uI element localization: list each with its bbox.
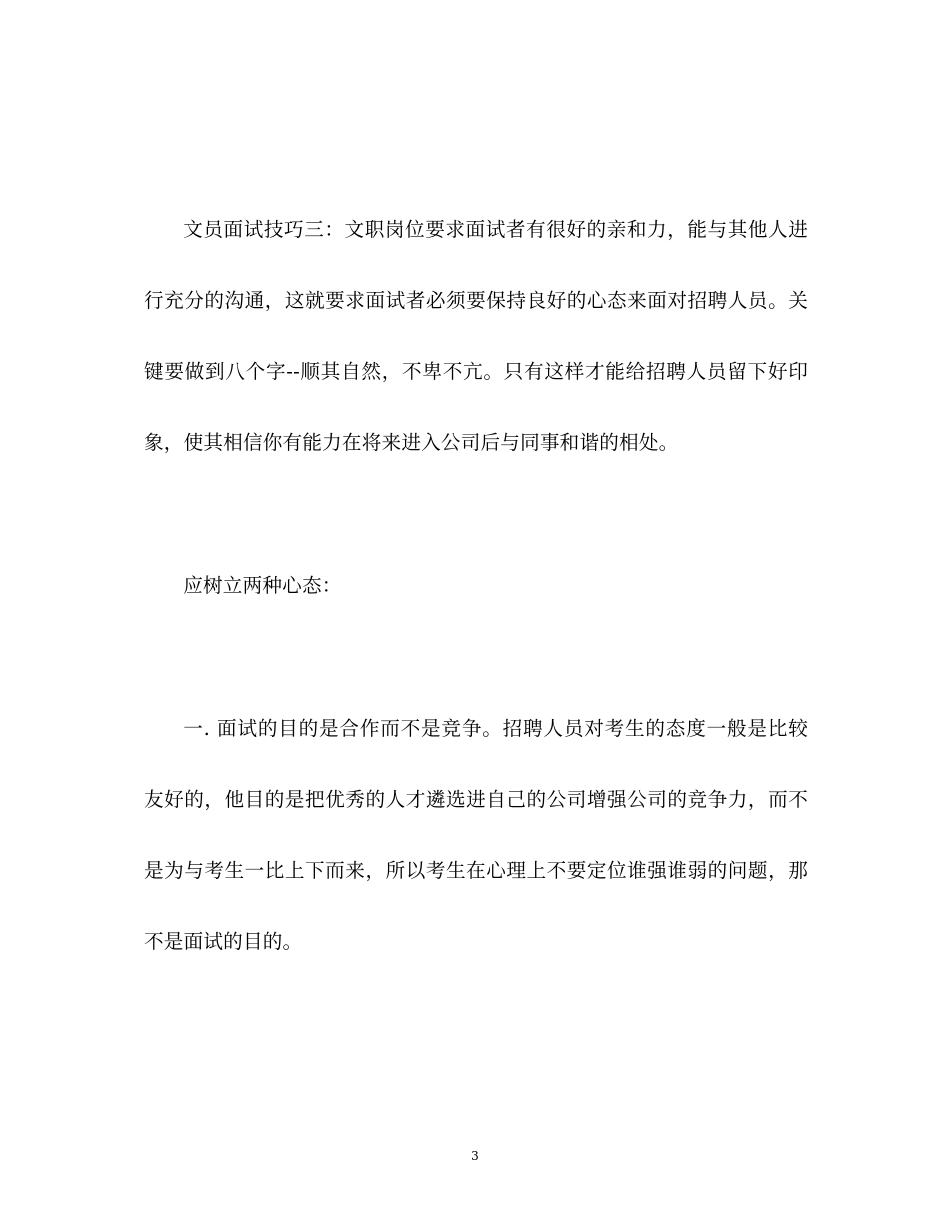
document-body: [144, 194, 808, 977]
paragraph-spacer: [144, 478, 808, 550]
paragraph-spacer: [144, 621, 808, 693]
paragraph-mindset-one: 一. 面试的目的是合作而不是竞争。招聘人员对考生的态度一般是比较友好的，他目的是把优秀的人才遴选进自己的公司增强公司的竞争力，而不是为与考生一比上下而来，所以考生在心理上不要定位谁强谁弱的问题，那不是面试的目的。: [144, 717, 808, 953]
paragraph-interview-tip-three: 文员面试技巧三：文职岗位要求面试者有很好的亲和力，能与其他人进行充分的沟通，这就要求面试者必须要保持良好的心态来面对招聘人员。关键要做到八个字--顺其自然，不卑不亢。只有这样才能给招聘人员留下好印象，使其相信你有能力在将来进入公司后与同事和谐的相处。: [144, 218, 808, 454]
page-number: 3: [471, 1149, 479, 1163]
paragraph-two-mindsets: 应树立两种心态：: [183, 574, 342, 597]
